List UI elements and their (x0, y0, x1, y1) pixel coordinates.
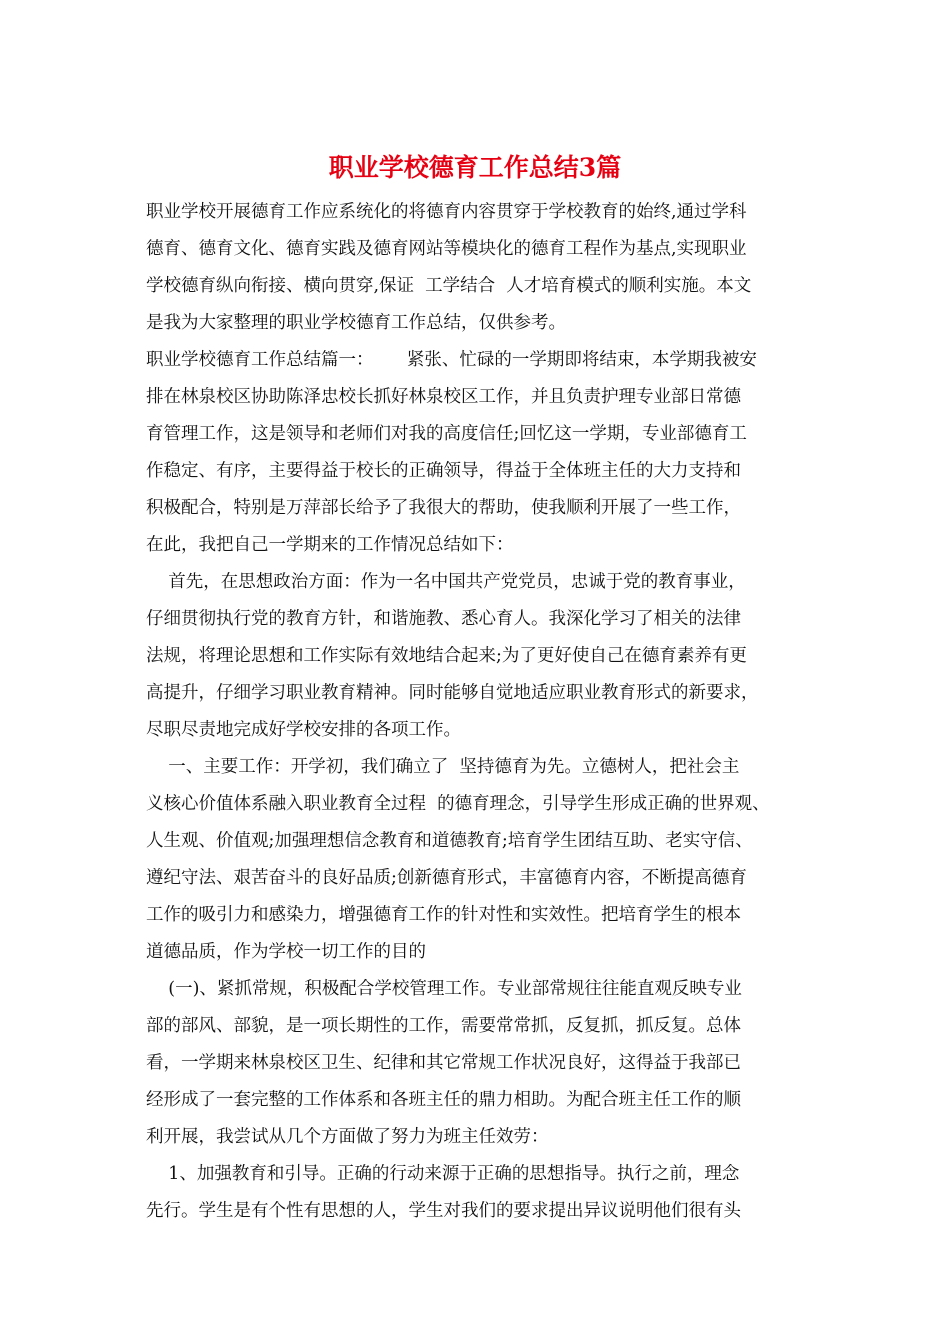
text-line: 学校德育纵向衔接、横向贯穿,保证 工学结合 人才培育模式的顺利实施。本文 (146, 276, 752, 296)
text-line: 尽职尽责地完成好学校安排的各项工作。 (146, 720, 461, 740)
text-line: 德育、德育文化、德育实践及德育网站等模块化的德育工程作为基点,实现职业 (146, 239, 747, 259)
text-line: 职业学校德育工作总结篇一： 紧张、忙碌的一学期即将结束，本学期我被安 (146, 350, 757, 370)
text-line: 1、加强教育和引导。正确的行动来源于正确的思想指导。执行之前，理念 (146, 1164, 740, 1184)
text-line: 法规，将理论思想和工作实际有效地结合起来;为了更好使自己在德育素养有更 (146, 646, 747, 666)
text-line: 部的部风、部貌，是一项长期性的工作，需要常常抓，反复抓，抓反复。总体 (146, 1016, 741, 1036)
text-line: (一)、紧抓常规，积极配合学校管理工作。专业部常规往往能直观反映专业 (146, 979, 742, 999)
text-line: 义核心价值体系融入职业教育全过程 的德育理念，引导学生形成正确的世界观、 (146, 794, 770, 814)
text-line: 职业学校开展德育工作应系统化的将德育内容贯穿于学校教育的始终,通过学科 (146, 202, 747, 222)
text-line: 一、主要工作：开学初，我们确立了 坚持德育为先。立德树人，把社会主 (146, 757, 740, 777)
text-line: 高提升，仔细学习职业教育精神。同时能够自觉地适应职业教育形式的新要求， (146, 683, 759, 703)
text-line: 遵纪守法、艰苦奋斗的良好品质;创新德育形式，丰富德育内容，不断提高德育 (146, 868, 747, 888)
text-line: 首先，在思想政治方面：作为一名中国共产党党员，忠诚于党的教育事业， (146, 572, 746, 592)
document-title: 职业学校德育工作总结3篇 (328, 153, 622, 182)
text-line: 作稳定、有序，主要得益于校长的正确领导，得益于全体班主任的大力支持和 (146, 461, 741, 481)
text-line: 工作的吸引力和感染力，增强德育工作的针对性和实效性。把培育学生的根本 (146, 905, 741, 925)
text-line: 看，一学期来林泉校区卫生、纪律和其它常规工作状况良好，这得益于我部已 (146, 1053, 741, 1073)
text-line: 排在林泉校区协助陈泽忠校长抓好林泉校区工作，并且负责护理专业部日常德 (146, 387, 741, 407)
text-line: 道德品质，作为学校一切工作的目的 (146, 942, 426, 962)
text-line: 人生观、价值观;加强理想信念教育和道德教育;培育学生团结互助、老实守信、 (146, 831, 753, 851)
text-line: 在此，我把自己一学期来的工作情况总结如下： (146, 535, 514, 555)
text-line: 仔细贯彻执行党的教育方针，和谐施教、悉心育人。我深化学习了相关的法律 (146, 609, 741, 629)
text-line: 经形成了一套完整的工作体系和各班主任的鼎力相助。为配合班主任工作的顺 (146, 1090, 741, 1110)
text-line: 积极配合，特别是万萍部长给予了我很大的帮助，使我顺利开展了一些工作， (146, 498, 741, 518)
text-line: 是我为大家整理的职业学校德育工作总结，仅供参考。 (146, 313, 566, 333)
text-line: 育管理工作，这是领导和老师们对我的高度信任;回忆这一学期，专业部德育工 (146, 424, 747, 444)
text-line: 利开展，我尝试从几个方面做了努力为班主任效劳： (146, 1127, 549, 1147)
text-line: 先行。学生是有个性有思想的人，学生对我们的要求提出异议说明他们很有头 (146, 1201, 741, 1221)
